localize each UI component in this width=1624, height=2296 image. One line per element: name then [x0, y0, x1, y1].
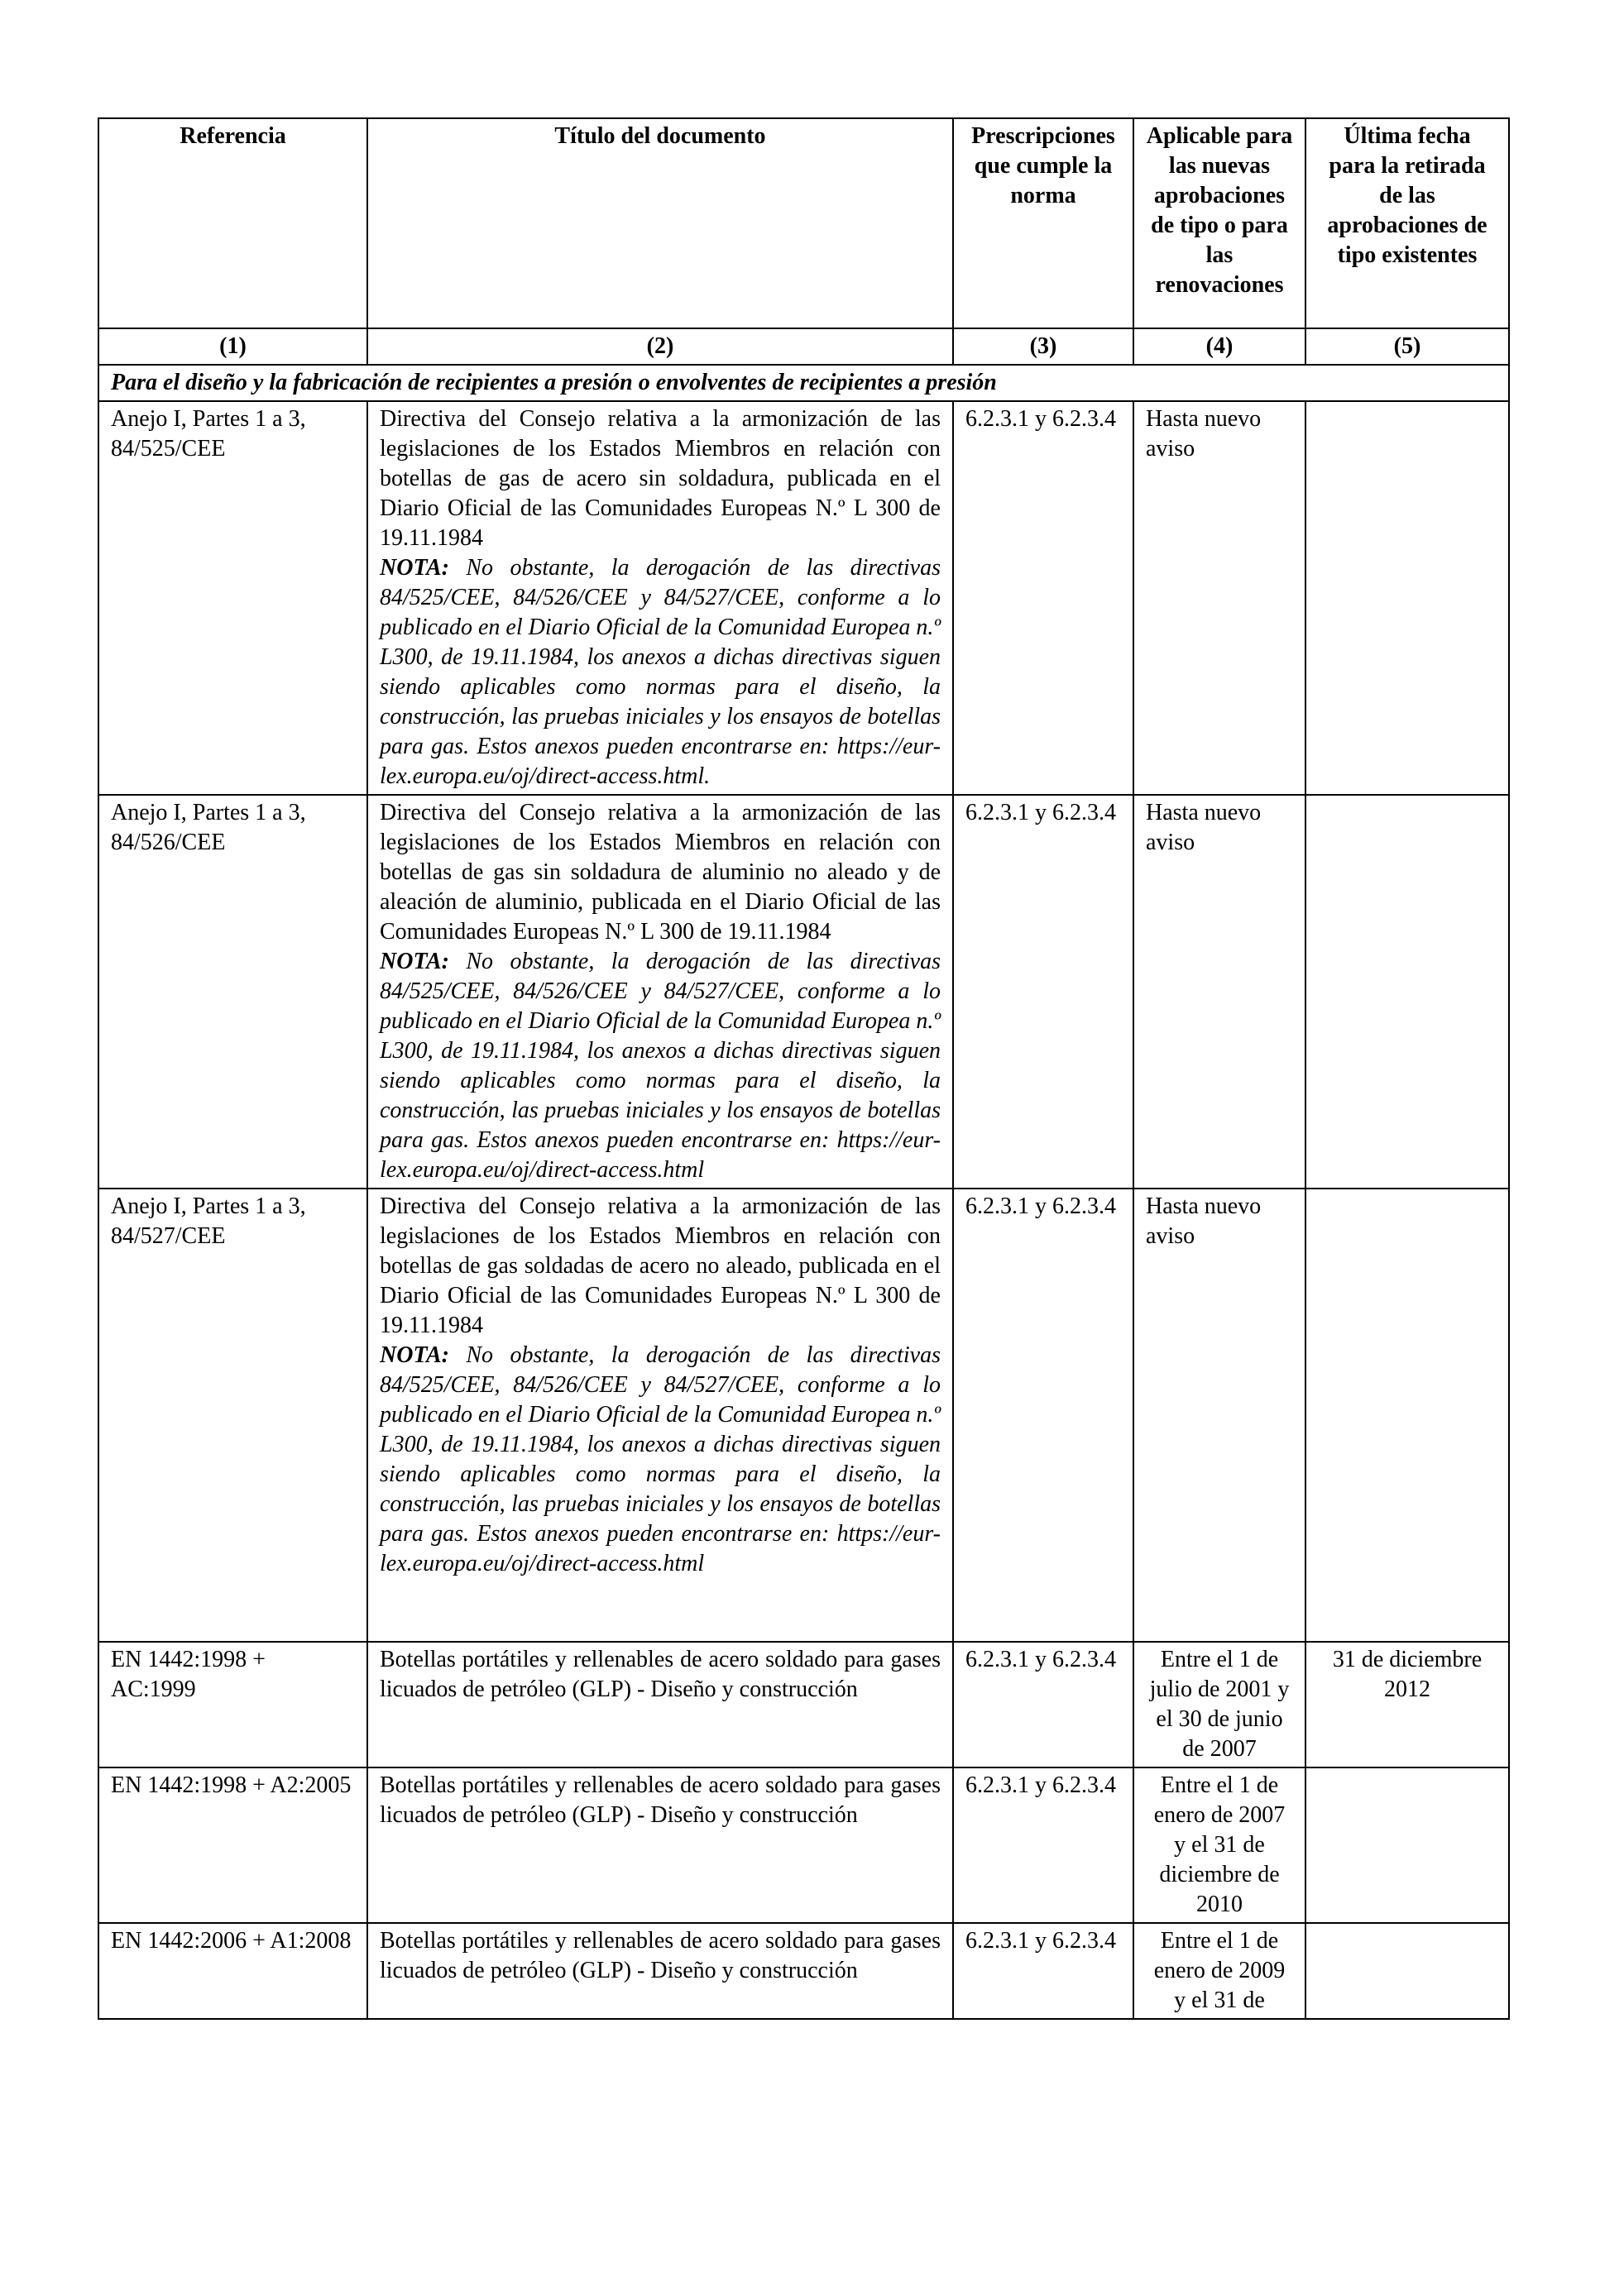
- standards-table: [98, 117, 1510, 2020]
- reference-cell: Anejo I, Partes 1 a 3, 84/525/CEE: [98, 401, 367, 795]
- prescriptions-cell: 6.2.3.1 y 6.2.3.4: [953, 1189, 1133, 1642]
- title-cell: Botellas portátiles y rellenables de acero soldado para gases licuados de petróleo (GLP) - Diseño y construcción: [367, 1642, 953, 1767]
- applicable-cell: Entre el 1 de enero de 2007 y el 31 de diciembre de 2010: [1133, 1767, 1305, 1923]
- document-title: Directiva del Consejo relativa a la armonización de las legislaciones de los Estados Miembros en relación con botellas de gas sin soldadura de aluminio no aleado y de aleación de aluminio, publicada en el Diario Oficial de las Comunidades Europeas N.º L 300 de 19.11.1984: [380, 800, 941, 945]
- withdrawal-cell: [1305, 795, 1509, 1189]
- note: [380, 555, 941, 789]
- note-text: No obstante, la derogación de las directivas 84/525/CEE, 84/526/CEE y 84/527/CEE, conforme a lo publicado en el Diario Oficial de la Comunidad Europea n.º L300, de 19.11.1984, los anexos a dichas directivas siguen siendo aplicables como normas para el diseño, la construcción, las pruebas iniciales y los ensayos de botellas para gas. Estos anexos pueden encontrarse en: https://eur-lex.europa.eu/oj/direct-access.html.: [380, 555, 941, 789]
- note-label: NOTA:: [380, 949, 449, 974]
- prescriptions-cell: 6.2.3.1 y 6.2.3.4: [953, 401, 1133, 795]
- table-row: [98, 795, 1509, 1189]
- prescriptions-cell: 6.2.3.1 y 6.2.3.4: [953, 1923, 1133, 2019]
- note-label: NOTA:: [380, 555, 449, 581]
- reference-cell: EN 1442:2006 + A1:2008: [98, 1923, 367, 2019]
- table-row: [98, 401, 1509, 795]
- document-title: Directiva del Consejo relativa a la armonización de las legislaciones de los Estados Miembros en relación con botellas de gas de acero sin soldadura, publicada en el Diario Oficial de las Comunidades Europeas N.º L 300 de 19.11.1984: [380, 406, 941, 551]
- header-row: [98, 118, 1509, 328]
- header-prescripciones: Prescripciones que cumple la norma: [953, 118, 1133, 328]
- reference-cell: Anejo I, Partes 1 a 3, 84/526/CEE: [98, 795, 367, 1189]
- withdrawal-cell: [1305, 401, 1509, 795]
- applicable-cell: Entre el 1 de enero de 2009 y el 31 de: [1133, 1923, 1305, 2019]
- column-number: (3): [953, 328, 1133, 365]
- column-number: (4): [1133, 328, 1305, 365]
- table-row: [98, 1642, 1509, 1767]
- title-cell: [367, 795, 953, 1189]
- title-cell: Botellas portátiles y rellenables de acero soldado para gases licuados de petróleo (GLP) - Diseño y construcción: [367, 1923, 953, 2019]
- section-row: [98, 365, 1509, 401]
- header-aplicable: Aplicable para las nuevas aprobaciones de tipo o para las renovaciones: [1133, 118, 1305, 328]
- prescriptions-cell: 6.2.3.1 y 6.2.3.4: [953, 1767, 1133, 1923]
- table-row: [98, 1189, 1509, 1642]
- header-referencia: Referencia: [98, 118, 367, 328]
- withdrawal-cell: [1305, 1767, 1509, 1923]
- column-number: (5): [1305, 328, 1509, 365]
- applicable-cell: Entre el 1 de julio de 2001 y el 30 de junio de 2007: [1133, 1642, 1305, 1767]
- document-title: Directiva del Consejo relativa a la armonización de las legislaciones de los Estados Miembros en relación con botellas de gas soldadas de acero no aleado, publicada en el Diario Oficial de las Comunidades Europeas N.º L 300 de 19.11.1984: [380, 1193, 941, 1338]
- prescriptions-cell: 6.2.3.1 y 6.2.3.4: [953, 1642, 1133, 1767]
- note-label: NOTA:: [380, 1342, 449, 1368]
- note: [380, 1342, 941, 1576]
- note-text: No obstante, la derogación de las directivas 84/525/CEE, 84/526/CEE y 84/527/CEE, conforme a lo publicado en el Diario Oficial de la Comunidad Europea n.º L300, de 19.11.1984, los anexos a dichas directivas siguen siendo aplicables como normas para el diseño, la construcción, las pruebas iniciales y los ensayos de botellas para gas. Estos anexos pueden encontrarse en: https://eur-lex.europa.eu/oj/direct-access.html: [380, 1342, 941, 1576]
- withdrawal-cell: [1305, 1923, 1509, 2019]
- applicable-cell: Hasta nuevo aviso: [1133, 401, 1305, 795]
- header-titulo: Título del documento: [367, 118, 953, 328]
- column-number: (2): [367, 328, 953, 365]
- table-row: [98, 1767, 1509, 1923]
- reference-cell: EN 1442:1998 + A2:2005: [98, 1767, 367, 1923]
- reference-cell: Anejo I, Partes 1 a 3, 84/527/CEE: [98, 1189, 367, 1642]
- prescriptions-cell: 6.2.3.1 y 6.2.3.4: [953, 795, 1133, 1189]
- applicable-cell: Hasta nuevo aviso: [1133, 1189, 1305, 1642]
- applicable-cell: Hasta nuevo aviso: [1133, 795, 1305, 1189]
- section-title: Para el diseño y la fabricación de recipientes a presión o envolventes de recipientes a presión: [98, 365, 1509, 401]
- note-text: No obstante, la derogación de las directivas 84/525/CEE, 84/526/CEE y 84/527/CEE, conforme a lo publicado en el Diario Oficial de la Comunidad Europea n.º L300, de 19.11.1984, los anexos a dichas directivas siguen siendo aplicables como normas para el diseño, la construcción, las pruebas iniciales y los ensayos de botellas para gas. Estos anexos pueden encontrarse en: https://eur-lex.europa.eu/oj/direct-access.html: [380, 949, 941, 1183]
- reference-cell: EN 1442:1998 + AC:1999: [98, 1642, 367, 1767]
- title-cell: Botellas portátiles y rellenables de acero soldado para gases licuados de petróleo (GLP) - Diseño y construcción: [367, 1767, 953, 1923]
- title-cell: [367, 1189, 953, 1642]
- withdrawal-cell: [1305, 1189, 1509, 1642]
- withdrawal-cell: 31 de diciembre 2012: [1305, 1642, 1509, 1767]
- header-ultima-fecha: Última fecha para la retirada de las aprobaciones de tipo existentes: [1305, 118, 1509, 328]
- column-number-row: [98, 328, 1509, 365]
- table-row: [98, 1923, 1509, 2019]
- note: [380, 949, 941, 1183]
- title-cell: [367, 401, 953, 795]
- column-number: (1): [98, 328, 367, 365]
- cell-spacer: [380, 1579, 941, 1638]
